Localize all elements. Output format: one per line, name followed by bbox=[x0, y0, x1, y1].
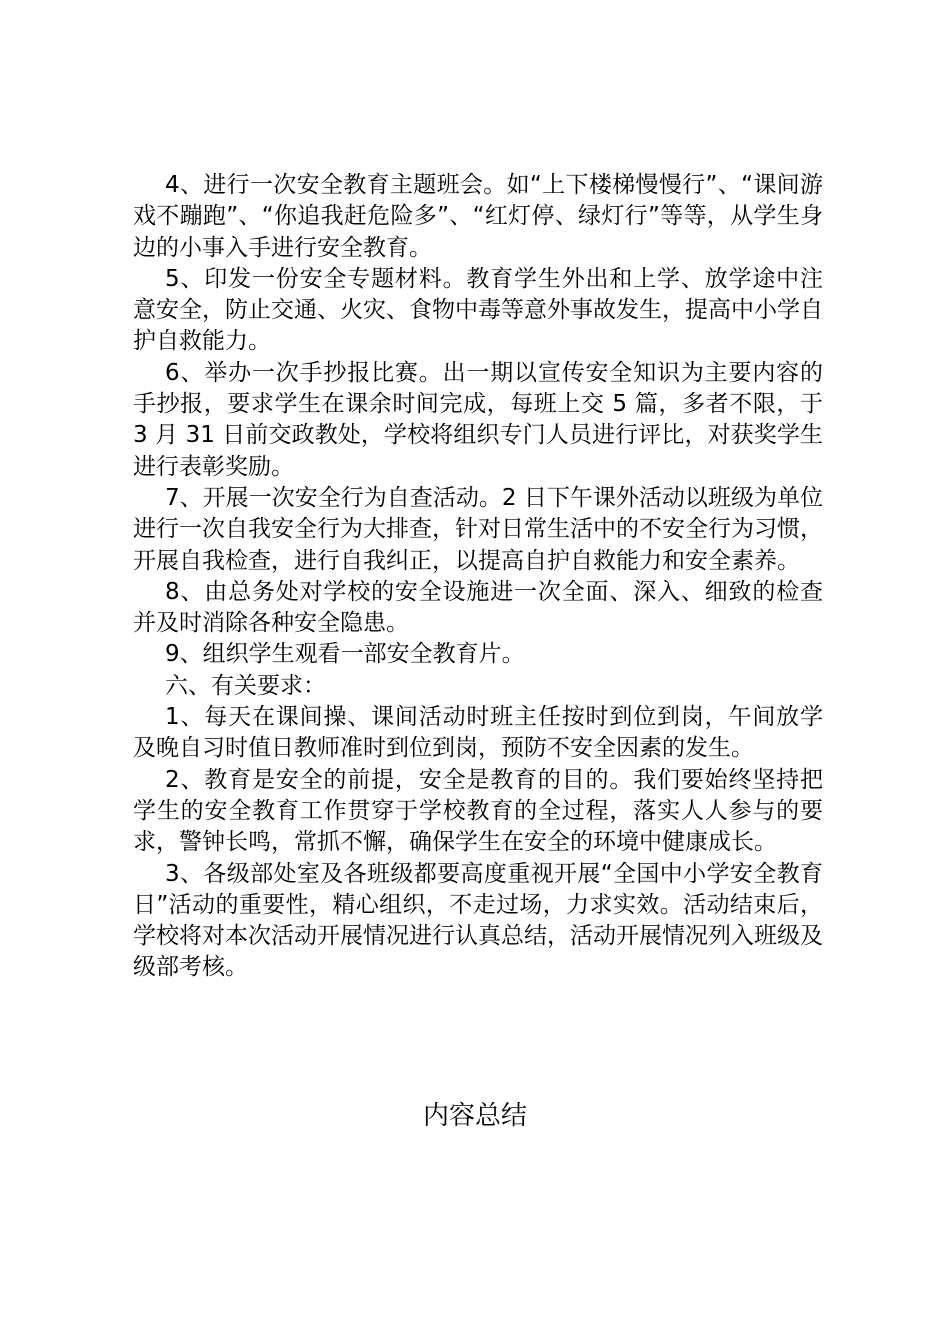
paragraph-item-7: 7、开展一次安全行为自查活动。2 日下午课外活动以班级为单位进行一次自我安全行为大排查，针对日常生活中的不安全行为习惯，开展自我检查，进行自我纠正，以提高自护自救能力和安全素养。 bbox=[133, 484, 823, 574]
summary-heading: 内容总结 bbox=[422, 1101, 527, 1131]
paragraph-item-9: 9、组织学生观看一部安全教育片。 bbox=[165, 641, 525, 668]
document-body bbox=[133, 170, 823, 984]
section-heading-requirements: 六、有关要求： bbox=[165, 672, 326, 699]
paragraph-item-5: 5、印发一份安全专题材料。教育学生外出和上学、放学途中注意安全，防止交通、火灾、食物中毒等意外事故发生，提高中小学自护自救能力。 bbox=[133, 265, 823, 355]
paragraph-item-8: 8、由总务处对学校的安全设施进一次全面、深入、细致的检查并及时消除各种安全隐患。 bbox=[133, 578, 823, 637]
paragraph-item-6: 6、举办一次手抄报比赛。出一期以宣传安全知识为主要内容的手抄报，要求学生在课余时间完成，每班上交 5 篇，多者不限，于 3 月 31 日前交政教处，学校将组织专门人员进行评比，对获奖学生进行表彰奖励。 bbox=[133, 359, 823, 480]
paragraph-item-4: 4、进行一次安全教育主题班会。如“上下楼梯慢慢行”、“课间游戏不蹦跑”、“你追我赶危险多”、“红灯停、绿灯行”等等，从学生身边的小事入手进行安全教育。 bbox=[133, 172, 823, 261]
requirement-item-3: 3、各级部处室及各班级都要高度重视开展“全国中小学安全教育日”活动的重要性，精心组织，不走过场，力求实效。活动结束后，学校将对本次活动开展情况进行认真总结，活动开展情况列入班级及级部考核。 bbox=[133, 860, 823, 981]
requirement-item-2: 2、教育是安全的前提，安全是教育的目的。我们要始终坚持把学生的安全教育工作贯穿于学校教育的全过程，落实人人参与的要求，警钟长鸣，常抓不懈，确保学生在安全的环境中健康成长。 bbox=[133, 766, 823, 856]
requirement-item-1: 1、每天在课间操、课间活动时班主任按时到位到岗，午间放学及晚自习时值日教师准时到位到岗，预防不安全因素的发生。 bbox=[133, 704, 823, 762]
